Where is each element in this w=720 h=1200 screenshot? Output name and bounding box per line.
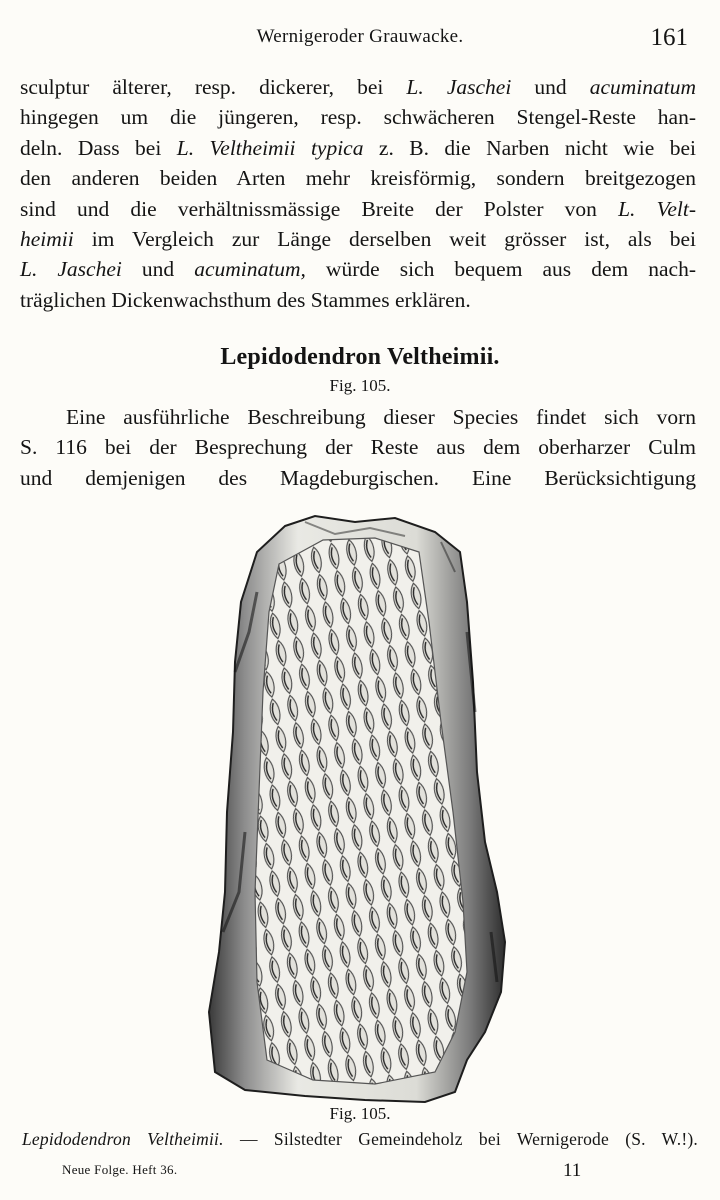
- figure-reference: Fig. 105.: [329, 376, 391, 395]
- section-heading: Lepidodendron Veltheimii.: [220, 344, 500, 370]
- text-line: hingegen um die jüngeren, resp. schwächeren Stengel-Reste han-: [20, 105, 696, 130]
- signature-mark: 11: [563, 1160, 582, 1181]
- text-line: heimii im Vergleich zur Länge derselben weit grösser ist, als bei: [20, 226, 696, 251]
- footer-series: Neue Folge. Heft 36.: [62, 1162, 178, 1177]
- page-header: [0, 26, 720, 56]
- text-line: den anderen beiden Arten mehr kreisförmig, sondern breitgezogen: [20, 166, 696, 191]
- running-title: Wernigeroder Grauwacke.: [256, 26, 464, 47]
- text-line: L. Jaschei und acuminatum, würde sich bequem aus dem nach-: [20, 257, 696, 282]
- text-line: Eine ausführliche Beschreibung dieser Species findet sich vorn: [66, 405, 696, 429]
- fossil-illustration: [205, 512, 510, 1104]
- page-number: 161: [650, 24, 688, 51]
- fossil-figure: [205, 512, 510, 1104]
- text-line: sind und die verhältnissmässige Breite der Polster von L. Velt-: [20, 196, 696, 221]
- text-line: sculptur älterer, resp. dickerer, bei L. Jaschei und acuminatum: [20, 75, 696, 99]
- paragraph-continued: [20, 72, 696, 315]
- paragraph-description: [20, 402, 696, 493]
- figure-caption: Lepidodendron Veltheimii. — Silstedter Gemeindeholz bei Wernigerode (S. W.!).: [22, 1129, 698, 1149]
- figure-label: Fig. 105.: [329, 1104, 391, 1123]
- text-line: und demjenigen des Magdeburgischen. Eine Berücksichtigung: [20, 465, 696, 490]
- text-line: träglichen Dickenwachsthum des Stammes erklären.: [20, 287, 471, 312]
- text-line: deln. Dass bei L. Veltheimii typica z. B. die Narben nicht wie bei: [20, 135, 696, 160]
- text-line: S. 116 bei der Besprechung der Reste aus dem oberharzer Culm: [20, 435, 696, 460]
